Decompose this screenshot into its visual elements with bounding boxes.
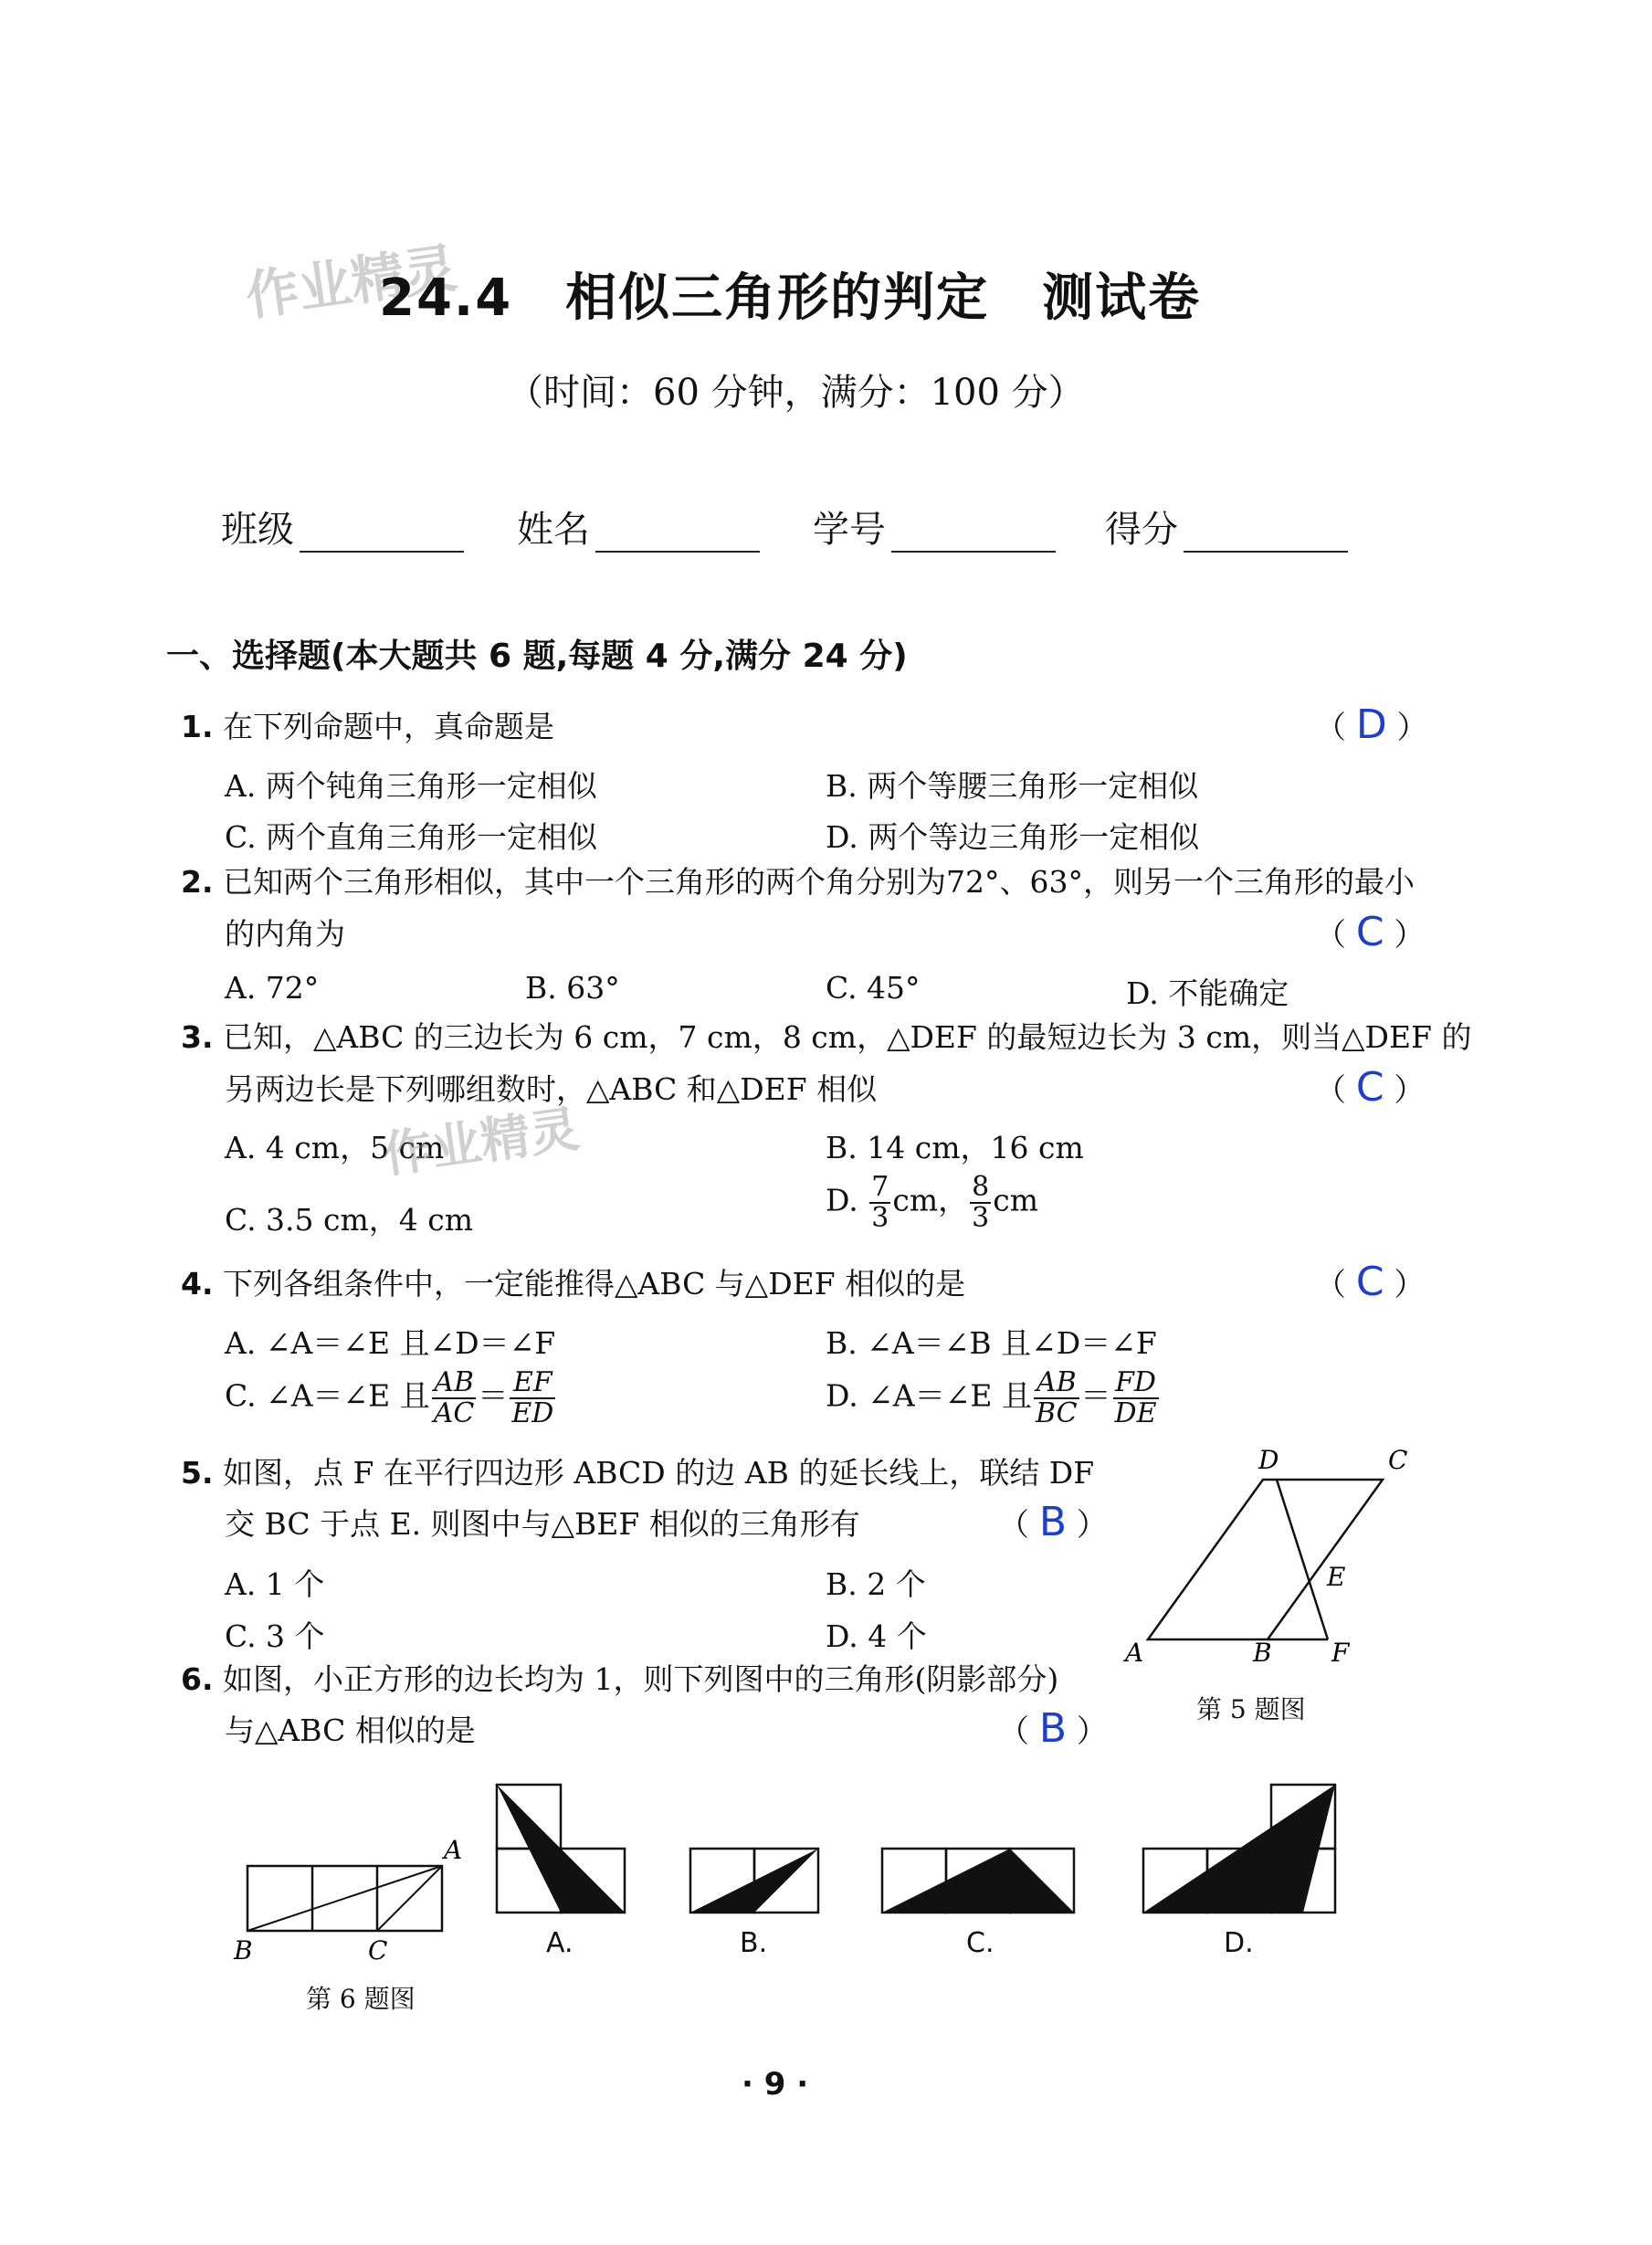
denominator: 3 — [972, 1201, 990, 1234]
side-ba — [247, 1866, 442, 1931]
field-name-blank[interactable] — [595, 514, 760, 553]
field-class-blank[interactable] — [300, 514, 464, 553]
field-score-blank[interactable] — [1184, 514, 1348, 553]
answer-1: D — [1355, 701, 1387, 748]
question-stem-line1: 如图，小正方形的边长均为 1，则下列图中的三角形(阴影部分) — [223, 1661, 1059, 1697]
q2-option-c: C. 45° — [826, 970, 921, 1006]
choice-d-label: D. — [1224, 1927, 1254, 1959]
watermark-middle: 作业精灵 — [379, 1100, 583, 1185]
question-1 — [181, 711, 554, 742]
fraction — [970, 1173, 991, 1232]
unit: cm， — [892, 1182, 969, 1218]
question-4 — [181, 1266, 966, 1302]
numerator: EF — [510, 1368, 555, 1399]
question-2 — [181, 864, 1415, 900]
q3-option-b: B. 14 cm，16 cm — [826, 1130, 1084, 1165]
q2-option-d: D. 不能确定 — [1126, 975, 1289, 1011]
figure-5-caption: 第 5 题图 — [1196, 1694, 1306, 1724]
q4-option-b: B. ∠A＝∠B 且∠D＝∠F — [826, 1325, 1157, 1361]
q4-option-a: A. ∠A＝∠E 且∠D＝∠F — [225, 1325, 556, 1361]
answer-slot-4: （ C ） — [1315, 1259, 1426, 1305]
q5-option-c: C. 3 个 — [225, 1618, 325, 1654]
q2-option-a: A. 72° — [225, 970, 320, 1006]
figure-6-choice-c — [879, 1845, 1081, 1918]
page-subtitle: （时间：60 分钟，满分：100 分） — [507, 372, 1085, 414]
denominator: ED — [511, 1397, 554, 1429]
figure-5 — [1114, 1441, 1425, 1679]
side-ca — [377, 1866, 442, 1931]
fraction — [432, 1368, 477, 1428]
q1-option-b: B. 两个等腰三角形一定相似 — [826, 768, 1199, 804]
question-stem-line1: 已知两个三角形相似，其中一个三角形的两个角分别为72°、63°，则另一个三角形的最小 — [223, 864, 1415, 900]
answer-2: C — [1355, 909, 1384, 955]
question-number: 6. — [181, 1661, 214, 1697]
answer-slot-1: （ D ） — [1315, 701, 1428, 748]
figure-6-abc — [226, 1831, 471, 1968]
field-name — [517, 501, 760, 553]
figure-6-caption: 第 6 题图 — [306, 1984, 416, 2014]
q5-option-b: B. 2 个 — [826, 1566, 926, 1602]
denominator: DE — [1114, 1397, 1157, 1429]
label-e: E — [1327, 1562, 1346, 1592]
field-name-label: 姓名 — [517, 509, 590, 551]
choice-c-label: C. — [966, 1927, 994, 1959]
answer-slot-3: （ C ） — [1315, 1064, 1426, 1111]
unit: cm — [993, 1182, 1039, 1218]
equals: ＝ — [1080, 1377, 1111, 1414]
denominator: AC — [433, 1397, 475, 1429]
q4-option-c-label: C. ∠A＝∠E 且 — [225, 1377, 430, 1414]
answer-3: C — [1355, 1064, 1384, 1111]
figure-6-choice-d — [1140, 1781, 1342, 1918]
figure-6-choice-a — [493, 1781, 632, 1927]
q1-option-c: C. 两个直角三角形一定相似 — [225, 819, 598, 855]
numerator: FD — [1113, 1368, 1159, 1399]
figure-6-choice-b — [687, 1845, 822, 1918]
label-a: A — [1125, 1638, 1144, 1668]
question-number: 5. — [181, 1455, 214, 1491]
answer-5: B — [1038, 1499, 1067, 1545]
numerator: 8 — [972, 1171, 990, 1203]
watermark-top: 作业精灵 — [242, 237, 461, 328]
q4-option-d — [826, 1368, 1161, 1428]
q1-option-d: D. 两个等边三角形一定相似 — [826, 819, 1200, 855]
field-class — [221, 501, 464, 553]
parallelogram-abcd — [1148, 1480, 1383, 1639]
page-title: 24.4 相似三角形的判定 测试卷 — [379, 269, 1202, 328]
question-stem-line1: 如图，点 F 在平行四边形 ABCD 的边 AB 的延长线上，联结 DF — [223, 1455, 1095, 1491]
question-number: 1. — [181, 709, 214, 744]
choice-a-label: A. — [546, 1927, 573, 1959]
page-number: · 9 · — [742, 2066, 809, 2103]
field-class-label: 班级 — [221, 509, 294, 551]
field-student-id-blank[interactable] — [891, 514, 1056, 553]
numerator: 7 — [871, 1171, 889, 1203]
question-stem-line2: 的内角为 — [225, 916, 345, 952]
label-d: D — [1258, 1445, 1279, 1475]
q2-option-b: B. 63° — [525, 970, 620, 1006]
question-3 — [181, 1019, 1472, 1055]
answer-slot-5: （ B ） — [998, 1499, 1108, 1545]
q5-option-d: D. 4 个 — [826, 1618, 927, 1654]
numerator: AB — [432, 1368, 477, 1399]
field-score-label: 得分 — [1105, 509, 1178, 551]
label-c: C — [1388, 1445, 1408, 1475]
answer-slot-2: （ C ） — [1315, 909, 1426, 955]
q3-option-d-label: D. — [826, 1182, 858, 1218]
q3-option-d — [826, 1173, 1038, 1232]
fraction — [869, 1173, 890, 1232]
denominator: BC — [1035, 1397, 1078, 1429]
numerator: AB — [1034, 1368, 1079, 1399]
label-b: B — [234, 1935, 253, 1966]
fraction — [1034, 1368, 1079, 1428]
question-stem: 下列各组条件中，一定能推得△ABC 与△DEF 相似的是 — [223, 1266, 966, 1302]
q4-option-c — [225, 1368, 557, 1428]
question-number: 2. — [181, 864, 214, 900]
question-5 — [181, 1455, 1095, 1491]
label-c: C — [368, 1935, 388, 1966]
answer-4: C — [1355, 1259, 1384, 1305]
q3-option-c: C. 3.5 cm，4 cm — [225, 1202, 474, 1238]
label-f: F — [1331, 1638, 1350, 1668]
q1-option-a: A. 两个钝角三角形一定相似 — [225, 768, 597, 804]
equals: ＝ — [478, 1377, 509, 1414]
label-b: B — [1253, 1638, 1272, 1668]
field-score — [1105, 501, 1348, 553]
section-heading: 一、选择题(本大题共 6 题,每题 4 分,满分 24 分) — [166, 638, 908, 675]
question-6 — [181, 1661, 1059, 1697]
choice-b-label: B. — [740, 1927, 768, 1959]
question-number: 4. — [181, 1266, 214, 1302]
shaded-triangle — [882, 1849, 1074, 1913]
question-stem: 在下列命题中，真命题是 — [223, 709, 554, 744]
question-number: 3. — [181, 1019, 214, 1055]
q4-option-d-label: D. ∠A＝∠E 且 — [826, 1377, 1032, 1414]
q3-option-a: A. 4 cm，5 cm — [225, 1130, 445, 1165]
question-stem-line2: 与△ABC 相似的是 — [225, 1713, 476, 1748]
question-stem-line2: 另两边长是下列哪组数时，△ABC 和△DEF 相似 — [225, 1071, 878, 1107]
question-stem-line1: 已知，△ABC 的三边长为 6 cm，7 cm，8 cm，△DEF 的最短边长为 3 cm，则当△DEF 的 — [223, 1019, 1472, 1055]
fraction — [510, 1368, 555, 1428]
denominator: 3 — [871, 1201, 889, 1234]
question-stem-line2: 交 BC 于点 E. 则图中与△BEF 相似的三角形有 — [225, 1506, 860, 1542]
fraction — [1113, 1368, 1159, 1428]
answer-slot-6: （ B ） — [998, 1705, 1108, 1752]
q5-option-a: A. 1 个 — [225, 1566, 325, 1602]
label-a: A — [444, 1835, 463, 1865]
field-student-id — [813, 501, 1056, 553]
field-student-id-label: 学号 — [813, 509, 886, 551]
answer-6: B — [1038, 1705, 1067, 1752]
